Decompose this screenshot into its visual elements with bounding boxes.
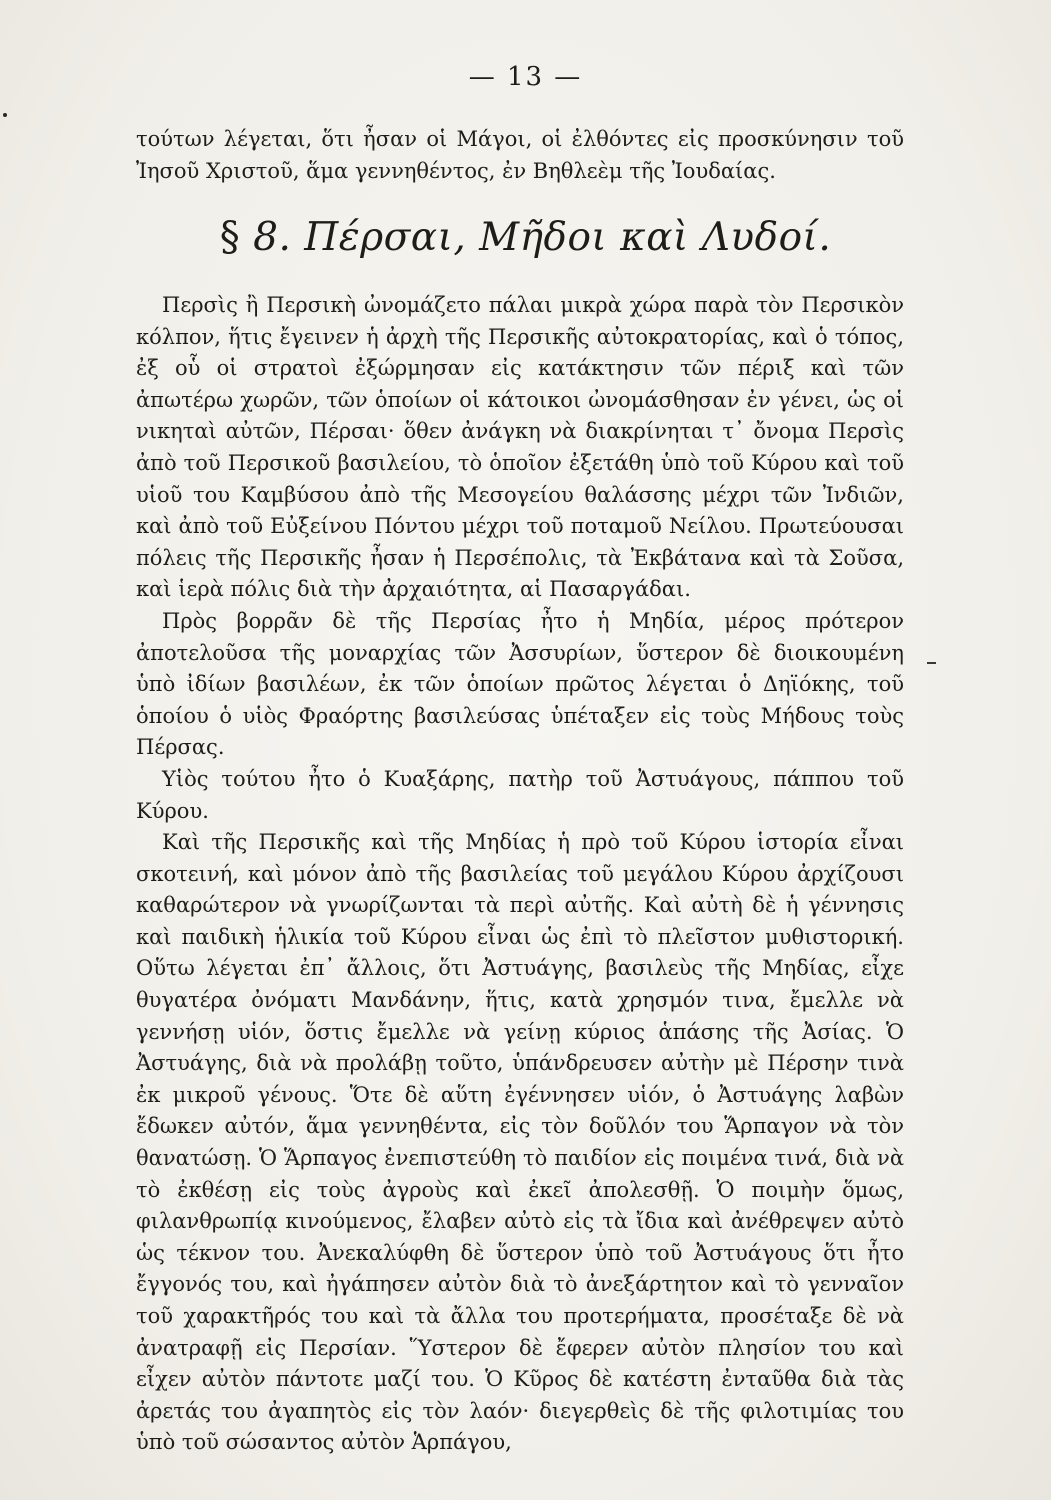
margin-dash <box>927 662 936 664</box>
body-text-block <box>136 290 904 1459</box>
paragraph: Καὶ τῆς Περσικῆς καὶ τῆς Μηδίας ἡ πρὸ τοῦ Κύρου ἱστορία εἶναι σκοτεινή, καὶ μόνον ἀπὸ τῆς βασιλείας τοῦ μεγάλου Κύρου ἀρχίζουσι καθαρώτερον νὰ γνωρίζωνται τὰ περὶ αὐτῆς. Καὶ αὐτὴ δὲ ἡ γέννησις καὶ παιδικὴ ἡλικία τοῦ Κύρου εἶναι ὡς ἐπὶ τὸ πλεῖστον μυθιστορική. Οὕτω λέγεται ἐπ᾽ ἄλλοις, ὅτι Ἀστυάγης, βασιλεὺς τῆς Μηδίας, εἶχε θυγατέρα ὀνόματι Μανδάνην, ἥτις, κατὰ χρησμόν τινα, ἔμελλε νὰ γεννήσῃ υἱόν, ὅστις ἔμελλε νὰ γείνῃ κύριος ἁπάσης τῆς Ἀσίας. Ὁ Ἀστυάγης, διὰ νὰ προλάβῃ τοῦτο, ὑπάνδρευσεν αὐτὴν μὲ Πέρσην τινὰ ἐκ μικροῦ γένους. Ὅτε δὲ αὕτη ἐγέννησεν υἱόν, ὁ Ἀστυάγης λαβὼν ἔδωκεν αὐτόν, ἅμα γεννηθέντα, εἰς τὸν δοῦλόν του Ἅρπαγον νὰ τὸν θανατώσῃ. Ὁ Ἅρπαγος ἐνεπιστεύθη τὸ παιδίον εἰς ποιμένα τινά, διὰ νὰ τὸ ἐκθέσῃ εἰς τοὺς ἀγροὺς καὶ ἐκεῖ ἀπολεσθῇ. Ὁ ποιμὴν ὅμως, φιλανθρωπίᾳ κινούμενος, ἔλαβεν αὐτὸ εἰς τὰ ἴδια καὶ ἀνέθρεψεν αὐτὸ ὡς τέκνον του. Ἀνεκαλύφθη δὲ ὕστερον ὑπὸ τοῦ Ἀστυάγους ὅτι ἦτο ἔγγονός του, καὶ ἠγάπησεν αὐτὸν διὰ τὸ ἀνεξάρτητον καὶ τὸ γενναῖον τοῦ χαρακτῆρός του καὶ τὰ ἄλλα του προτερήματα, προσέταξε δὲ νὰ ἀνατραφῇ εἰς Περσίαν. Ὕστερον δὲ ἔφερεν αὐτὸν πλησίον του καὶ εἶχεν αὐτὸν πάντοτε μαζί του. Ὁ Κῦρος δὲ κατέστη ἐνταῦθα διὰ τὰς ἀρετάς του ἀγαπητὸς εἰς τὸν λαόν· διεγερθεὶς δὲ τῆς φιλοτιμίας του ὑπὸ τοῦ σώσαντος αὐτὸν Ἁρπάγου, <box>136 830 904 1455</box>
intro-text-block <box>136 124 904 187</box>
paragraph: Υἱὸς τούτου ἦτο ὁ Κυαξάρης, πατὴρ τοῦ Ἀστυάγους, πάππου τοῦ Κύρου. <box>136 766 904 823</box>
paragraph: Περσὶς ἢ Περσικὴ ὠνομάζετο πάλαι μικρὰ χώρα παρὰ τὸν Περσικὸν κόλπον, ἥτις ἔγεινεν ἡ ἀρχὴ τῆς Περσικῆς αὐτοκρατορίας, καὶ ὁ τόπος, ἐξ οὗ οἱ στρατοὶ ἐξώρμησαν εἰς κατάκτησιν τῶν πέριξ καὶ τῶν ἀπωτέρω χωρῶν, τῶν ὁποίων οἱ κάτοικοι ὠνομάσθησαν ἐν γένει, ὡς οἱ νικηταὶ αὐτῶν, Πέρσαι· ὅθεν ἀνάγκη νὰ διακρίνηται τ᾽ ὄνομα Περσὶς ἀπὸ τοῦ Περσικοῦ βασιλείου, τὸ ὁποῖον ἐξετάθη ὑπὸ τοῦ Κύρου καὶ τοῦ υἱοῦ του Καμβύσου ἀπὸ τῆς Μεσογείου θαλάσσης μέχρι τῶν Ἰνδιῶν, καὶ ἀπὸ τοῦ Εὐξείνου Πόντου μέχρι τοῦ ποταμοῦ Νείλου. Πρωτεύουσαι πόλεις τῆς Περσικῆς ἦσαν ἡ Περσέπολις, τὰ Ἐκβάτανα καὶ τὰ Σοῦσα, καὶ ἱερὰ πόλις διὰ τὴν ἀρχαιότητα, αἱ Πασαργάδαι. <box>136 293 904 602</box>
page-number: — 13 — <box>468 62 583 92</box>
intro-paragraph: τούτων λέγεται, ὅτι ἦσαν οἱ Μάγοι, οἱ ἐλθόντες εἰς προσκύνησιν τοῦ Ἰησοῦ Χριστοῦ, ἅμα γεννηθέντος, ἐν Βηθλεὲμ τῆς Ἰουδαίας. <box>136 127 904 183</box>
section-symbol: § <box>219 214 241 260</box>
margin-mark <box>3 113 7 117</box>
section-title: Πέρσαι, Μῆδοι καὶ Λυδοί. <box>304 215 832 260</box>
section-heading <box>0 214 1051 260</box>
paragraph: Πρὸς βορρᾶν δὲ τῆς Περσίας ἦτο ἡ Μηδία, μέρος πρότερον ἀποτελοῦσα τῆς μοναρχίας τῶν Ἀσσυρίων, ὕστερον δὲ διοικουμένη ὑπὸ ἰδίων βασιλέων, ἐκ τῶν ὁποίων πρῶτος λέγεται ὁ Δηϊόκης, τοῦ ὁποίου ὁ υἱὸς Φραόρτης βασιλεύσας ὑπέταξεν εἰς τοὺς Μήδους τοὺς Πέρσας. <box>136 608 904 760</box>
section-number: 8. <box>253 215 292 260</box>
